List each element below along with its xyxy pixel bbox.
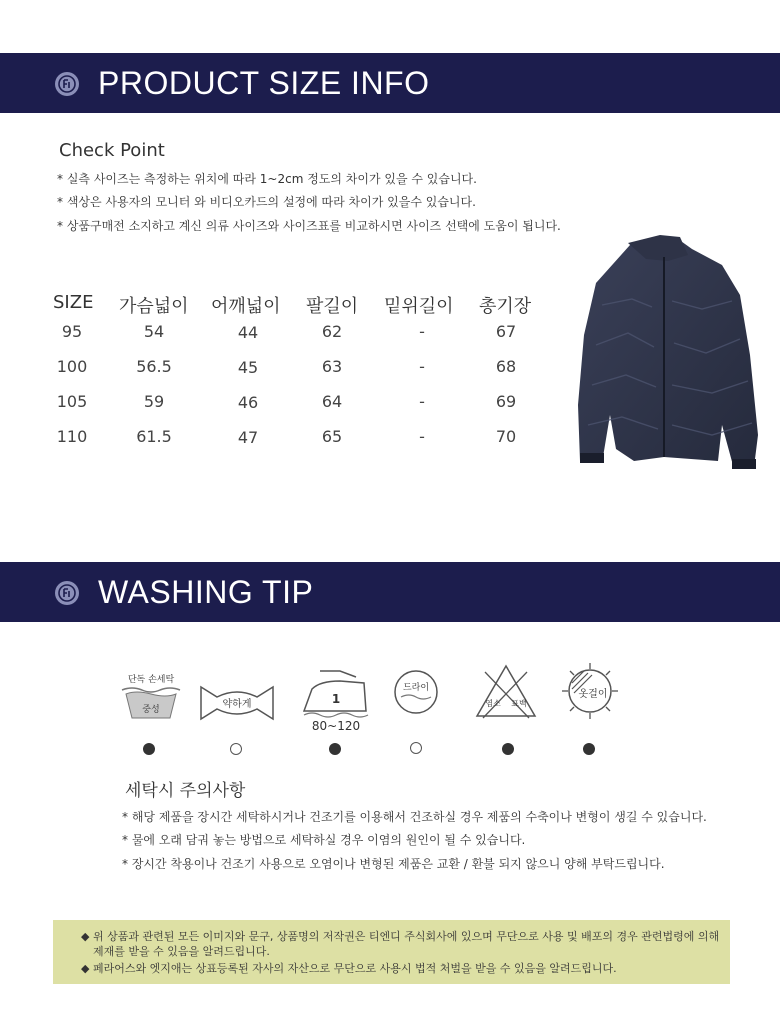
washing-note: * 물에 오래 담궈 놓는 방법으로 세탁하실 경우 이염의 원인이 될 수 있습니다. — [122, 833, 526, 847]
gentle-wring-icon — [199, 683, 275, 727]
notice-line: 제재를 받을 수 있음을 알려드립니다. — [93, 945, 270, 958]
section-title: WASHING TIP — [98, 574, 314, 610]
dry-clean-icon — [393, 669, 439, 719]
svg-text:1: 1 — [331, 692, 341, 706]
table-cell: 45 — [237, 358, 259, 377]
table-header: SIZE — [53, 292, 94, 313]
selection-dot — [143, 743, 155, 755]
svg-text:약하게: 약하게 — [222, 699, 252, 710]
table-cell: 44 — [237, 323, 259, 342]
table-header: 팔길이 — [306, 296, 359, 317]
table-cell: 105 — [56, 392, 88, 411]
brand-logo-icon — [55, 72, 79, 96]
table-cell: 68 — [495, 357, 517, 376]
table-header: 가슴넓이 — [119, 296, 189, 317]
product-size-banner — [0, 53, 780, 113]
selection-dot — [502, 743, 514, 755]
svg-text:드라이: 드라이 — [402, 683, 430, 693]
svg-text:염소: 염소 — [485, 699, 501, 708]
line-dry-icon — [560, 661, 620, 725]
table-cell: 100 — [56, 357, 88, 376]
notice-line: ◆ 페라어스와 엣지애는 상표등록된 자사의 자산으로 무단으로 사용시 법적 처벌을 받을 수 있음을 알려드립니다. — [81, 962, 617, 975]
jacket-product-image — [572, 235, 762, 475]
table-cell: 59 — [143, 392, 165, 411]
svg-text:단독 손세탁: 단독 손세탁 — [127, 675, 175, 685]
table-cell: 64 — [321, 392, 343, 411]
washing-tip-banner — [0, 562, 780, 622]
iron-icon — [300, 667, 372, 723]
check-note: * 상품구매전 소지하고 계신 의류 사이즈와 사이즈표를 비교하시면 사이즈 선택에 도움이 됩니다. — [57, 219, 561, 233]
svg-text:표백: 표백 — [511, 699, 527, 708]
washing-caution-title: 세탁시 주의사항 — [125, 781, 246, 801]
table-cell: 47 — [237, 428, 259, 447]
table-cell: - — [419, 427, 425, 446]
washing-note: * 장시간 착용이나 건조기 사용으로 오염이나 변형된 제품은 교환 / 환불 되지 않으니 양해 부탁드립니다. — [122, 857, 665, 871]
svg-text:중성: 중성 — [142, 705, 160, 715]
washing-note: * 해당 제품을 장시간 세탁하시거나 건조기를 이용해서 건조하실 경우 제품의 수축이나 변형이 생길 수 있습니다. — [122, 810, 707, 824]
svg-text:옷걸이: 옷걸이 — [578, 689, 608, 700]
table-cell: 63 — [321, 357, 343, 376]
table-cell: 110 — [56, 427, 88, 446]
iron-temperature-caption: 80~120 — [311, 719, 361, 733]
notice-line: ◆ 위 상품과 관련된 모든 이미지와 문구, 상품명의 저작권은 티엔디 주식회사에 있으며 무단으로 사용 및 배포의 경우 관련법령에 의해 — [81, 930, 720, 943]
selection-dot — [410, 742, 422, 754]
table-cell: - — [419, 392, 425, 411]
table-cell: - — [419, 322, 425, 341]
check-note: * 실측 사이즈는 측정하는 위치에 따라 1~2cm 정도의 차이가 있을 수 있습니다. — [57, 172, 477, 186]
table-cell: 70 — [495, 427, 517, 446]
table-header: 총기장 — [479, 296, 532, 317]
no-bleach-icon — [473, 662, 539, 724]
table-cell: 54 — [143, 322, 165, 341]
brand-logo-icon — [55, 581, 79, 605]
hand-wash-icon — [118, 668, 184, 728]
table-cell: - — [419, 357, 425, 376]
check-note: * 색상은 사용자의 모니터 와 비디오카드의 설정에 따라 차이가 있을수 있습니다. — [57, 195, 476, 209]
table-cell: 56.5 — [136, 357, 172, 376]
table-cell: 69 — [495, 392, 517, 411]
table-cell: 61.5 — [136, 427, 172, 446]
copyright-notice — [53, 920, 730, 984]
selection-dot — [583, 743, 595, 755]
selection-dot — [329, 743, 341, 755]
selection-dot — [230, 743, 242, 755]
table-header: 밑위길이 — [384, 296, 454, 317]
check-point-title: Check Point — [59, 140, 165, 161]
table-cell: 95 — [61, 322, 83, 341]
table-header: 어깨넓이 — [211, 296, 281, 317]
section-title: PRODUCT SIZE INFO — [98, 65, 430, 101]
table-cell: 62 — [321, 322, 343, 341]
table-cell: 67 — [495, 322, 517, 341]
table-cell: 65 — [321, 427, 343, 446]
table-cell: 46 — [237, 393, 259, 412]
